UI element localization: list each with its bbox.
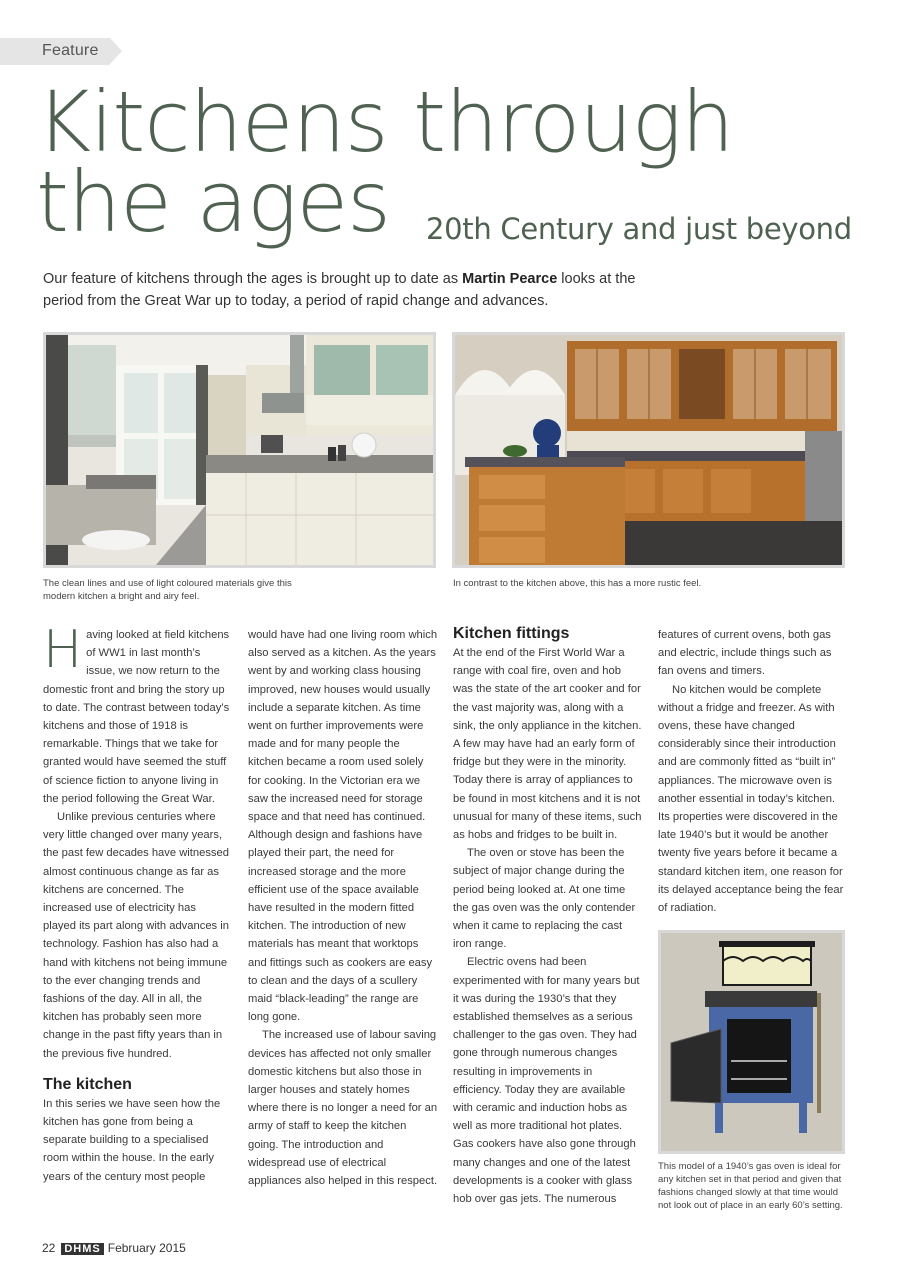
heading-the-kitchen: The kitchen	[43, 1075, 132, 1093]
col1-para-2: Unlike previous centuries where very little changed over many years, the past few decades have witnessed almost continuous change as far as kitchens are concerned. The increased use of electricity has played its part along with advances in technology. Fashion has also had a hand with kitchens not being immune to the ever changing trends and fashions of the day. All in all, the kitchen has probably seen more change in the past fifty years than in the previous five hundred.	[43, 811, 229, 1060]
col3-para-3: Electric ovens had been experimented with for many years but it was during the 1930’s that they established themselves as a serious challenger to the gas oven. They had gone through numerous changes resulting in improvements in efficiency. Today they are available with ceramic and induction hobs as well as more traditional hot plates. Gas cookers have also gone through many changes and one of the latest developments is a cooker with glass hob over gas jets. The numerous	[453, 956, 640, 1206]
col4-para-1: features of current ovens, both gas and electric, include things such as fan ovens and timers.	[658, 629, 832, 678]
caption-photo-1: The clean lines and use of light coloured materials give this modern kitchen a bright and airy feel.	[43, 578, 292, 602]
col3-para-1: At the end of the First World War a range with coal fire, oven and hob was the state of the art cooker and for the vast majority was, along with a sink, the only appliance in the kitchen. A few may have had an early form of fridge but they were in the minority. Today there is array of appliances to be found in most kitchens and it is not unusual for many of these items, such as hobs and fridges to be built in.	[453, 647, 642, 842]
issue-date: February 2015	[107, 1241, 186, 1255]
section-tag	[0, 38, 122, 65]
section-tag-label: Feature	[42, 42, 99, 59]
caption-photo-3: This model of a 1940’s gas oven is ideal for any kitchen set in that period and given that fashions changed slowly at that time would not look out of place in an early 60’s setting.	[658, 1161, 843, 1211]
caption-photo-2: In contrast to the kitchen above, this has a more rustic feel.	[453, 578, 702, 589]
page-number: 22	[42, 1241, 56, 1255]
column-1	[43, 620, 231, 1186]
photo-gas-oven-model	[658, 930, 845, 1154]
standfirst	[43, 268, 663, 312]
title-line-1: Kitchens through	[36, 73, 734, 171]
heading-kitchen-fittings: Kitchen fittings	[453, 625, 570, 642]
photo-modern-kitchen	[43, 332, 436, 568]
col1-para-1-text: aving looked at field kitchens of WW1 in last month’s issue, we now return to the domestic front and bring the story up to date. The contrast between today’s kitchens and those of 1918 is remarkable. Things that we take for granted would have seemed the stuff of science fiction to anyone living in the period following the Great War.	[43, 629, 230, 805]
drop-cap: H	[43, 620, 83, 680]
col2-para-1: would have had one living room which also served as a kitchen. As the years went by and working class housing improved, new houses would usually include a separate kitchen. As time went on further improvements were made and for many people the kitchen became a room used solely for cooking. In the Victorian era we saw the increased need for storage space and that need has continued. Although design and fashions have played their part, the need for increased storage and the more efficient use of the space available have resulted in the modern fitted kitchen. The introduction of new materials has meant that worktops and fittings such as cookers are easy to clean and the days of a scullery maid “black-leading” the range are long gone.	[248, 629, 438, 1024]
photo-rustic-kitchen	[452, 332, 845, 568]
magazine-logo: DHMS	[61, 1243, 103, 1255]
col1-para-1	[43, 620, 231, 808]
column-4	[658, 626, 848, 917]
col3-para-2: The oven or stove has been the subject of major change during the period being looked at. At one time the gas oven was the only contender when it came to replacing the cast iron range.	[453, 847, 636, 951]
column-3	[453, 620, 643, 1208]
standfirst-before: Our feature of kitchens through the ages is brought up to date as	[43, 271, 463, 287]
col1-para-3: In this series we have seen how the kitchen has gone from being a separate building to a specialised room within the house. In the early years of the century most people	[43, 1097, 221, 1183]
title-line-2: the ages	[36, 153, 390, 251]
standfirst-after: looks at the period from the Great War up to today, a period of rapid change and advances.	[43, 271, 636, 309]
article-subtitle: 20th Century and just beyond	[426, 212, 852, 246]
page-footer	[42, 1241, 186, 1255]
author-name: Martin Pearce	[462, 271, 558, 287]
col4-para-2: No kitchen would be complete without a fridge and freezer. As with ovens, these have changed considerably since their introduction and are commonly fitted as “built in” appliances. The microwave oven is another essential in today’s kitchen. Its properties were discovered in the late 1940’s but it would be another twenty five years before it became a standard kitchen item, one reason for its delayed acceptance being the fear of radiation.	[658, 683, 844, 915]
col2-para-2: The increased use of labour saving devices has affected not only smaller domestic kitchens but also those in larger houses and stately homes where there is no longer a need for an army of staff to keep the kitchen going. The introduction and widespread use of electrical appliances also helped in this respect.	[248, 1029, 438, 1188]
column-2	[248, 626, 438, 1190]
